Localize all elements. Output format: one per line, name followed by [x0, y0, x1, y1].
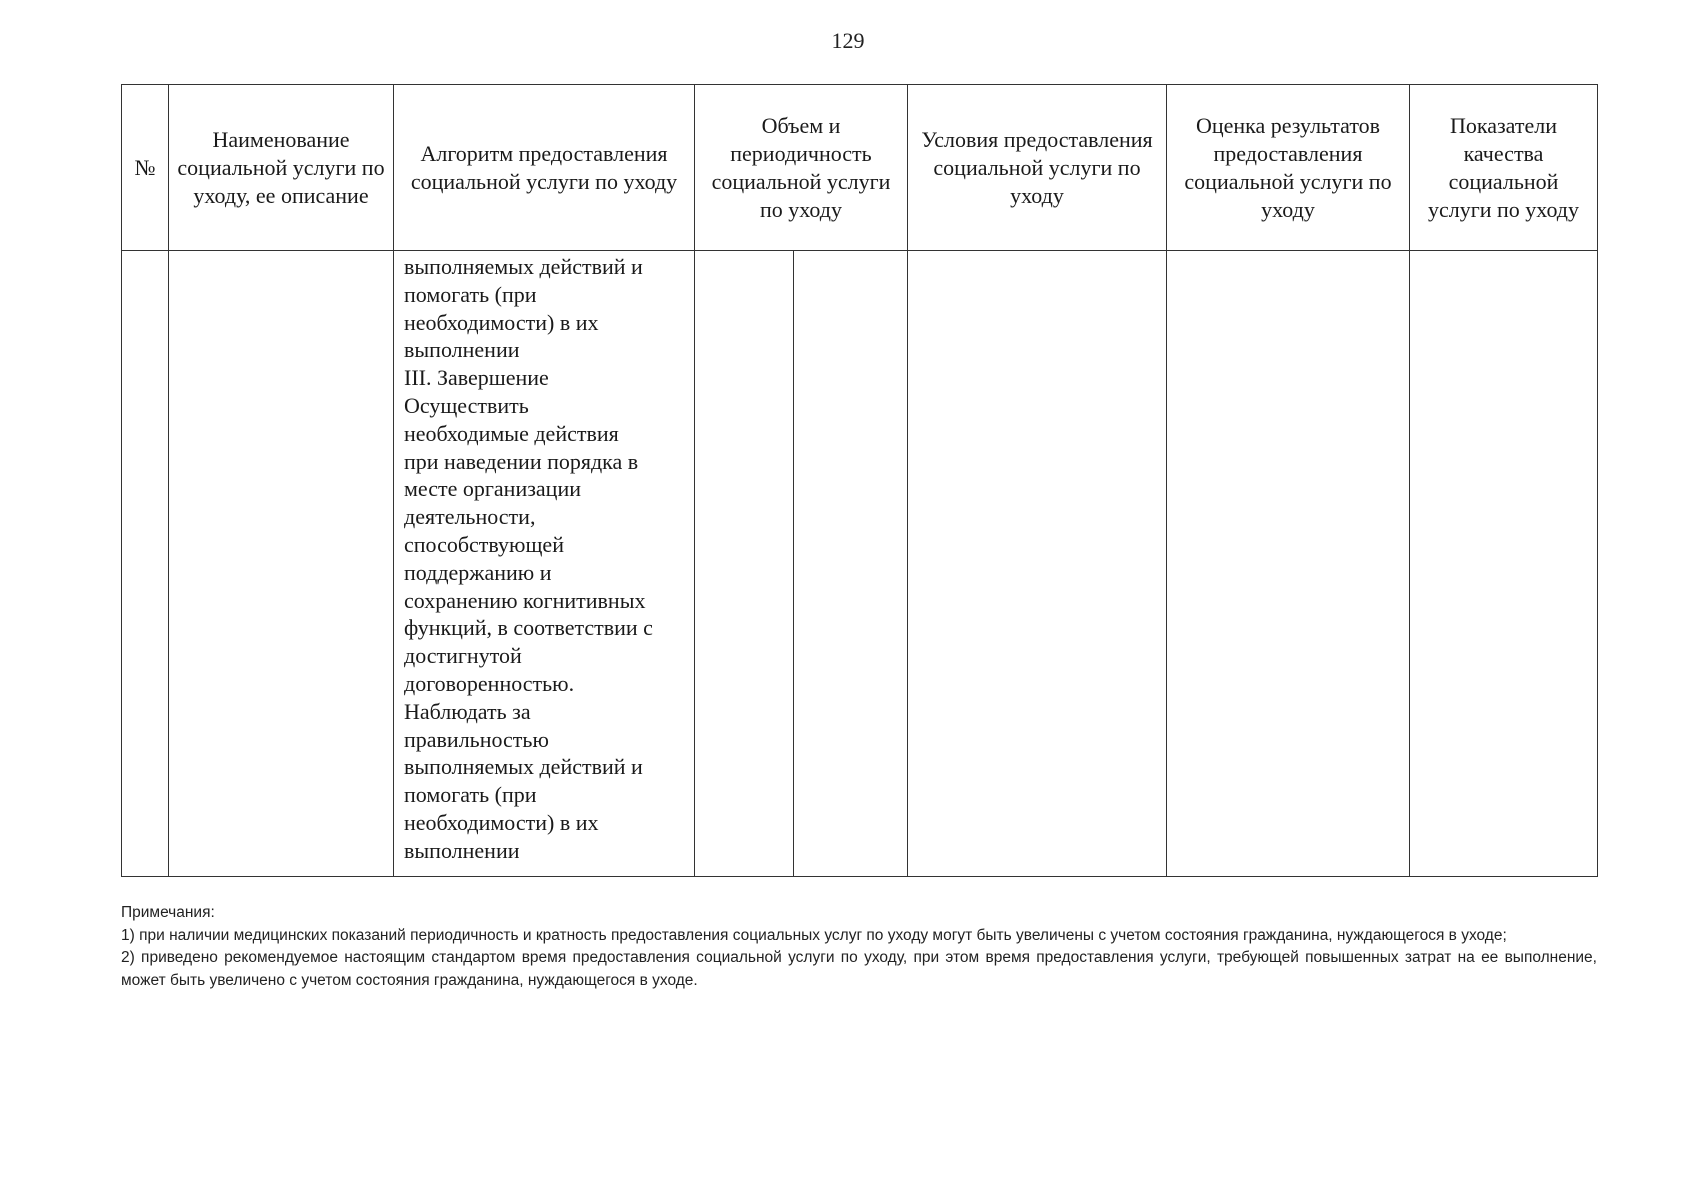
header-service-name: Наименование социальной услуги по уходу, ее описание: [169, 85, 394, 251]
algorithm-line: помогать (при: [404, 782, 537, 808]
algorithm-line: функций, в соответствии с: [404, 615, 653, 641]
algorithm-line: при наведении порядка в: [404, 448, 639, 474]
algorithm-line: необходимости) в их: [404, 809, 599, 835]
algorithm-line: правильностью: [404, 726, 549, 752]
algorithm-line: выполняемых действий и: [404, 254, 643, 279]
service-standard-table: [121, 84, 1598, 877]
algorithm-line: необходимости) в их: [404, 309, 599, 335]
cell-algorithm: [394, 251, 695, 877]
algorithm-line: Наблюдать за: [404, 698, 531, 724]
header-evaluation: Оценка результатов предоставления социальной услуги по уходу: [1167, 85, 1410, 251]
header-volume-periodicity: Объем и периодичность социальной услуги по уходу: [695, 85, 908, 251]
cell-evaluation: [1167, 251, 1410, 877]
cell-number: [122, 251, 169, 877]
note-item: 2) приведено рекомендуемое настоящим стандартом время предоставления социальной услуги по уходу, при этом время предоставления услуги, требующей повышенных затрат на ее выполнение, может быть увеличено с учетом состояния гражданина, нуждающегося в уходе.: [121, 949, 1597, 989]
algorithm-line: достигнутой: [404, 643, 522, 669]
algorithm-line: помогать (при: [404, 281, 537, 307]
algorithm-line: выполняемых действий и: [404, 754, 643, 780]
algorithm-line: договоренностью.: [404, 670, 575, 696]
algorithm-line: поддержанию и: [404, 559, 552, 585]
algorithm-line: необходимые действия: [404, 420, 619, 446]
header-conditions: Условия предоставления социальной услуги по уходу: [908, 85, 1167, 251]
header-number: №: [122, 85, 169, 251]
header-quality-indicators: Показатели качества социальной услуги по уходу: [1410, 85, 1598, 251]
algorithm-text: [394, 251, 694, 865]
cell-periodicity: [794, 251, 908, 877]
algorithm-line: выполнении: [404, 337, 520, 363]
algorithm-line: деятельности,: [404, 504, 536, 530]
cell-volume: [695, 251, 794, 877]
notes-section: [121, 902, 1597, 992]
notes-title: Примечания:: [121, 904, 215, 921]
algorithm-line: месте организации: [404, 476, 581, 502]
algorithm-line: способствующей: [404, 531, 564, 557]
table-header-row: [122, 85, 1598, 251]
note-item: 1) при наличии медицинских показаний периодичность и кратность предоставления социальных услуг по уходу могут быть увеличены с учетом состояния гражданина, нуждающегося в уходе;: [121, 926, 1507, 944]
cell-quality-indicators: [1410, 251, 1598, 877]
algorithm-line: Осуществить: [404, 392, 529, 418]
algorithm-line: III. Завершение: [404, 365, 549, 391]
algorithm-line: сохранению когнитивных: [404, 587, 646, 613]
cell-conditions: [908, 251, 1167, 877]
header-algorithm: Алгоритм предоставления социальной услуги по уходу: [394, 85, 695, 251]
table-row: [122, 251, 1598, 877]
algorithm-line: выполнении: [404, 837, 520, 863]
cell-service-name: [169, 251, 394, 877]
page-number: 129: [831, 28, 865, 53]
